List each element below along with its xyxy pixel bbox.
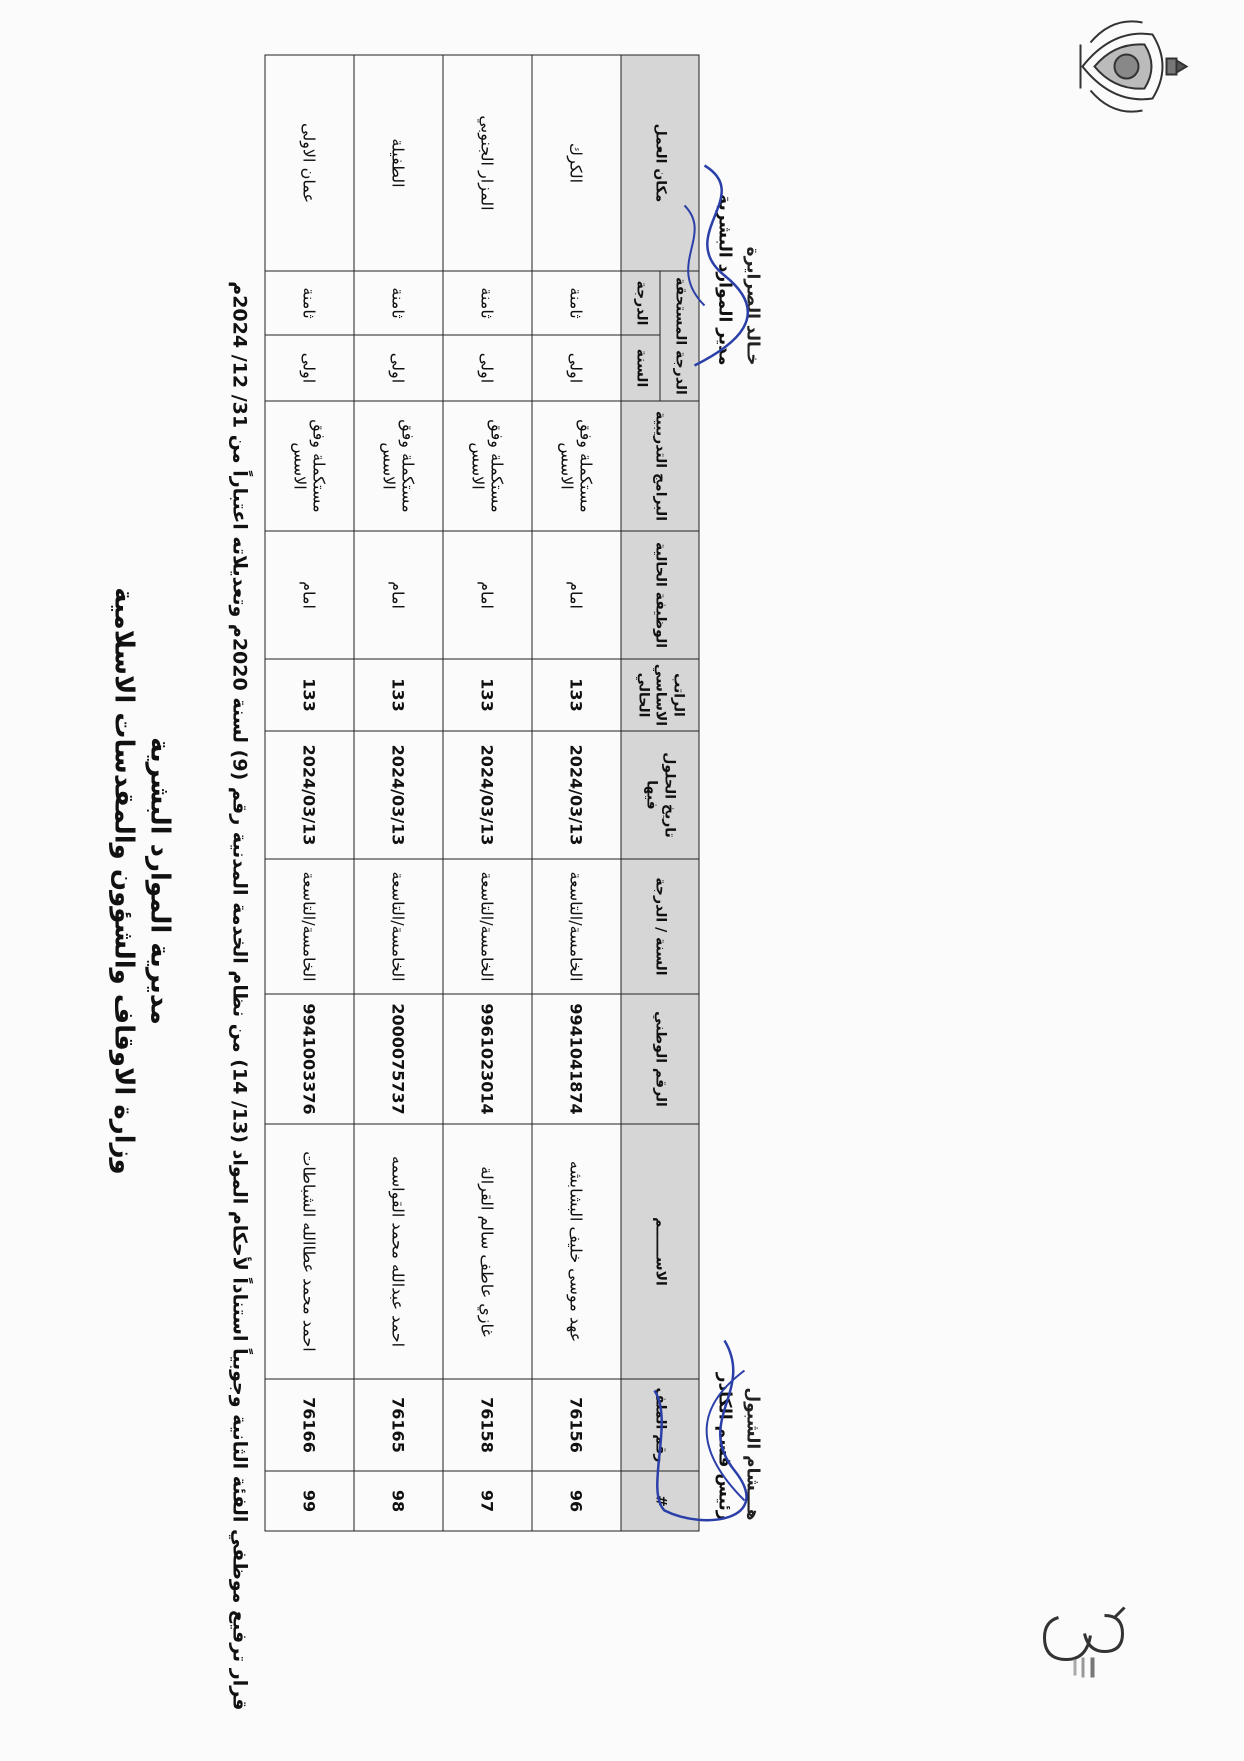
row-file-no: 76166 (265, 1379, 354, 1471)
row-national-id: 2000075737 (354, 994, 443, 1124)
col-training-header: البرامج التدريبية (621, 401, 699, 531)
col-year-grade-header: السنة / الدرجة (621, 859, 699, 994)
row-job: امام (532, 531, 621, 659)
row-salary: 133 (265, 659, 354, 731)
row-national-id: 9941003376 (265, 994, 354, 1124)
row-training: مستكملة وفق الاسس (354, 401, 443, 531)
row-job: امام (443, 531, 532, 659)
row-national-id: 9941041874 (532, 994, 621, 1124)
row-due-grade: ثامنة (532, 271, 621, 335)
signature-director-title: مدير الموارد البشرية (714, 193, 734, 365)
row-year-grade: الخامسة/التاسعة (354, 859, 443, 994)
row-year-grade: الخامسة/التاسعة (265, 859, 354, 994)
coat-of-arms-icon (1072, 14, 1192, 118)
col-salary-header: الراتب الاساسي الحالي (621, 659, 699, 731)
handwritten-signature-director-icon (634, 115, 764, 395)
row-file-no: 76158 (443, 1379, 532, 1471)
row-workplace: الكرك (532, 55, 621, 271)
signature-block-director (634, 115, 764, 395)
row-file-no: 76165 (354, 1379, 443, 1471)
row-workplace: المزار الجنوبي (443, 55, 532, 271)
anniversary-logo-icon (1034, 1595, 1134, 1685)
row-year-grade: الخامسة/التاسعة (532, 859, 621, 994)
signature-head-title: رئيس قسم الكادر (714, 1372, 734, 1520)
row-due-grade: ثامنة (443, 271, 532, 335)
row-due-year: اولى (354, 335, 443, 401)
row-salary: 133 (532, 659, 621, 731)
row-name: عهد موسى خليف البشابشه (532, 1124, 621, 1379)
col-num-header: # (621, 1471, 699, 1531)
row-file-no: 76156 (532, 1379, 621, 1471)
decision-title: قرار ترفيع موظفي الفئة الثانية وجوبياً استناداً لأحكام المواد (13/ 14) من نظام الخدمة المدنية رقم (9) لسنة 2020م وتعديلاته اعتباراً من 31/ 12/ 2024م (228, 280, 250, 1710)
row-job: امام (354, 531, 443, 659)
row-due-grade: ثامنة (265, 271, 354, 335)
table-row (532, 55, 621, 1531)
col-date-header: تاريخ الحلول فيها (621, 731, 699, 859)
table-row (265, 55, 354, 1531)
col-name-header: الاســــــم (621, 1124, 699, 1379)
signature-director-name: خـالد الصرايرة (742, 246, 762, 365)
row-due-year: اولى (265, 335, 354, 401)
row-due-year: اولى (532, 335, 621, 401)
row-num: 97 (443, 1471, 532, 1531)
row-salary: 133 (443, 659, 532, 731)
row-job: امام (265, 531, 354, 659)
row-workplace: الطفيلة (354, 55, 443, 271)
row-date: 2024/03/13 (265, 731, 354, 859)
ministry-title: وزارة الاوقاف والشؤون والمقدسات الاسلامية (108, 586, 138, 1175)
col-national-id-header: الرقم الوطني (621, 994, 699, 1124)
row-name: غازي عاطف سالم القرالة (443, 1124, 532, 1379)
row-num: 96 (532, 1471, 621, 1531)
handwritten-signature-head-icon (624, 1300, 764, 1560)
table-row (354, 55, 443, 1531)
row-due-year: اولى (443, 335, 532, 401)
row-name: احمد عبدالله محمد القواسمه (354, 1124, 443, 1379)
row-due-grade: ثامنة (354, 271, 443, 335)
col-due-grade-group-header: الدرجة المستحقة (660, 271, 699, 401)
table-row (443, 55, 532, 1531)
signature-block-head (624, 1300, 764, 1560)
signature-head-name: هـــشام الشبول (742, 1386, 762, 1520)
row-training: مستكملة وفق الاسس (532, 401, 621, 531)
row-date: 2024/03/13 (532, 731, 621, 859)
col-due-grade-header: الدرجة (621, 271, 660, 335)
row-date: 2024/03/13 (354, 731, 443, 859)
directorate-title: مديرية الموارد البشرية (144, 736, 174, 1025)
col-file-header: رقم الملف (621, 1379, 699, 1471)
row-name: احمد محمد عطاالله الشباطات (265, 1124, 354, 1379)
row-num: 98 (354, 1471, 443, 1531)
row-training: مستكملة وفق الاسس (443, 401, 532, 531)
col-job-header: الوظيفة الحالية (621, 531, 699, 659)
col-due-year-header: السنة (621, 335, 660, 401)
row-num: 99 (265, 1471, 354, 1531)
row-training: مستكملة وفق الاسس (265, 401, 354, 531)
row-year-grade: الخامسة/التاسعة (443, 859, 532, 994)
row-salary: 133 (354, 659, 443, 731)
row-workplace: عمان الاولى (265, 55, 354, 271)
row-date: 2024/03/13 (443, 731, 532, 859)
col-workplace-header: مكان العمل (621, 55, 699, 271)
row-national-id: 9961023014 (443, 994, 532, 1124)
